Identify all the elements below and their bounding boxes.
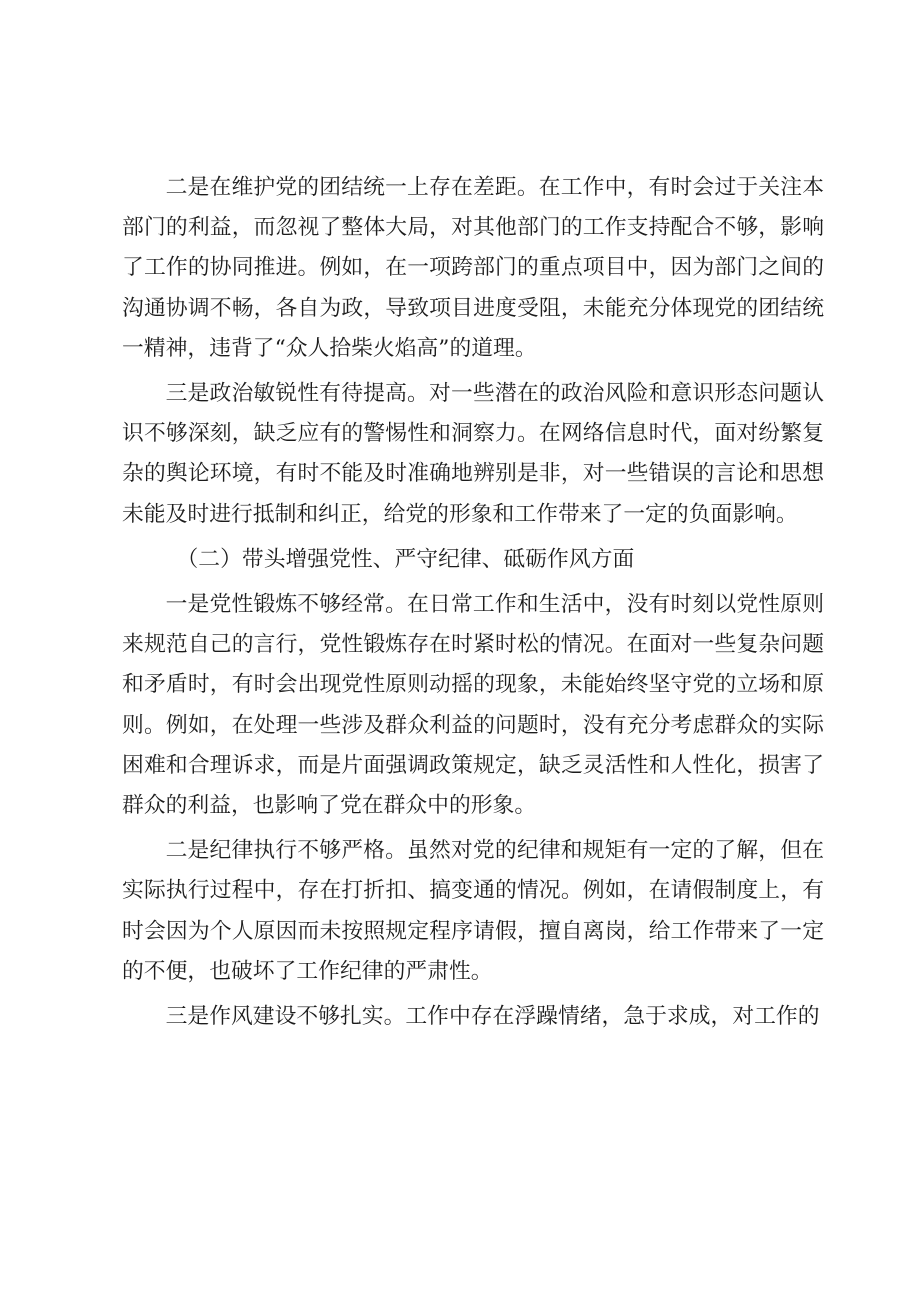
document-body bbox=[122, 168, 824, 1042]
paragraph-party-unity: 二是在维护党的团结统一上存在差距。在工作中，有时会过于关注本部门的利益，而忽视了整体大局，对其他部门的工作支持配合不够，影响了工作的协同推进。例如，在一项跨部门的重点项目中，因为部门之间的沟通协调不畅，各自为政，导致项目进度受阻，未能充分体现党的团结统一精神，违背了“众人拾柴火焰高”的道理。 bbox=[122, 175, 824, 361]
paragraph-political-sensitivity: 三是政治敏锐性有待提高。对一些潜在的政治风险和意识形态问题认识不够深刻，缺乏应有的警惕性和洞察力。在网络信息时代，面对纷繁复杂的舆论环境，有时不能及时准确地辨别是非，对一些错误的言论和思想未能及时进行抵制和纠正，给党的形象和工作带来了一定的负面影响。 bbox=[122, 381, 824, 527]
paragraph-work-style: 三是作风建设不够扎实。工作中存在浮躁情绪，急于求成，对工作的 bbox=[165, 1004, 820, 1030]
section-heading: （二）带头增强党性、严守纪律、砥砺作风方面 bbox=[176, 546, 635, 572]
paragraph-discipline: 二是纪律执行不够严格。虽然对党的纪律和规矩有一定的了解，但在实际执行过程中，存在打折扣、搞变通的情况。例如，在请假制度上，有时会因为个人原因而未按照规定程序请假，擅自离岗，给工作带来了一定的不便，也破坏了工作纪律的严肃性。 bbox=[122, 838, 824, 984]
paragraph-party-spirit: 一是党性锻炼不够经常。在日常工作和生活中，没有时刻以党性原则来规范自己的言行，党性锻炼存在时紧时松的情况。在面对一些复杂问题和矛盾时，有时会出现党性原则动摇的现象，未能始终坚守党的立场和原则。例如，在处理一些涉及群众利益的问题时，没有充分考虑群众的实际困难和合理诉求，而是片面强调政策规定，缺乏灵活性和人性化，损害了群众的利益，也影响了党在群众中的形象。 bbox=[122, 592, 824, 819]
